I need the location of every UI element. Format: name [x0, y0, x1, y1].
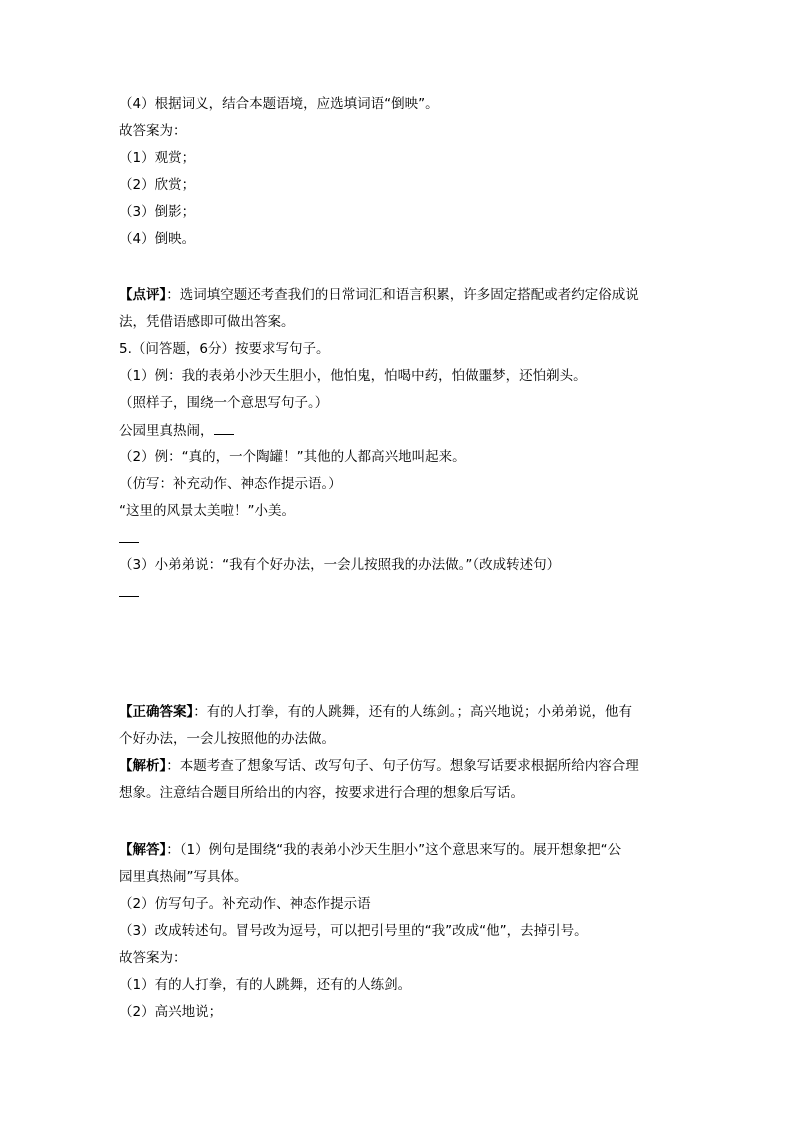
answer-line-4: （4）根据词义，结合本题语境，应选填词语“倒映”。 [119, 96, 439, 112]
question-instruction-2: （仿写：补充动作、神态作提示语。） [119, 476, 342, 492]
question-prompt-3: （3）小弟弟说：“我有个好办法，一会儿按照我的办法做。”（改成转述句） [119, 557, 561, 573]
answer-item: （2）欣赏； [119, 177, 196, 193]
comment-line-2: 法，凭借语感即可做出答案。 [119, 314, 295, 330]
answer-item: （4）倒映。 [119, 231, 196, 247]
question-example-2: （2）例：“真的，一个陶罐！”其他的人都高兴地叫起来。 [119, 449, 466, 465]
solution-line-1 [119, 841, 679, 859]
question-prompt-2: “这里的风景太美啦！”小美。 [119, 503, 295, 519]
answer-blank[interactable] [214, 421, 234, 435]
correct-answer-text: ：有的人打拳，有的人跳舞，还有的人练剑。；高兴地说；小弟弟说，他有 [193, 704, 632, 720]
question-prompt-1 [119, 421, 679, 440]
prompt-text: 公园里真热闹， [119, 423, 214, 439]
solution-text: ：（1）例句是围绕“我的表弟小沙天生胆小”这个意思来写的。展开想象把“公 [166, 842, 622, 858]
answer-label: 故答案为： [119, 123, 187, 139]
solution-line-3: （2）仿写句子。补充动作、神态作提示语 [119, 896, 371, 912]
comment-line-1 [119, 286, 679, 304]
correct-answer-line-1 [119, 703, 679, 721]
answer-blank[interactable] [119, 529, 139, 543]
correct-answer-tag: 【正确答案】 [119, 704, 194, 720]
answer-item: （1）观赏； [119, 150, 196, 166]
analysis-tag: 【解析】 [119, 758, 167, 774]
question-title: 5.（问答题，6分）按要求写句子。 [119, 341, 330, 357]
comment-text: ：选词填空题还考查我们的日常词汇和语言积累，许多固定搭配或者约定俗成说 [166, 287, 639, 303]
answer-blank[interactable] [119, 583, 139, 597]
analysis-line-2: 想象。注意结合题目所给出的内容，按要求进行合理的想象后写话。 [119, 785, 524, 801]
correct-answer-line-2: 个好办法，一会儿按照他的办法做。 [119, 731, 335, 747]
solution-label: 故答案为： [119, 950, 187, 966]
comment-tag: 【点评】 [119, 287, 167, 303]
answer-item: （3）倒影； [119, 204, 196, 220]
solution-item: （2）高兴地说； [119, 1004, 223, 1020]
answer-blank-line-3 [119, 583, 679, 602]
analysis-text: ：本题考查了想象写话、改写句子、句子仿写。想象写话要求根据所给内容合理 [166, 758, 639, 774]
solution-item: （1）有的人打拳，有的人跳舞，还有的人练剑。 [119, 977, 412, 993]
answer-blank-line-2 [119, 529, 679, 548]
analysis-line-1 [119, 757, 679, 775]
solution-line-2: 园里真热闹”写具体。 [119, 869, 248, 885]
solution-line-4: （3）改成转述句。冒号改为逗号，可以把引号里的“我”改成“他”，去掉引号。 [119, 923, 588, 939]
question-instruction-1: （照样子，围绕一个意思写句子。） [119, 395, 329, 411]
question-example-1: （1）例：我的表弟小沙天生胆小，他怕鬼，怕喝中药，怕做噩梦，还怕剃头。 [119, 368, 587, 384]
solution-tag: 【解答】 [119, 842, 167, 858]
